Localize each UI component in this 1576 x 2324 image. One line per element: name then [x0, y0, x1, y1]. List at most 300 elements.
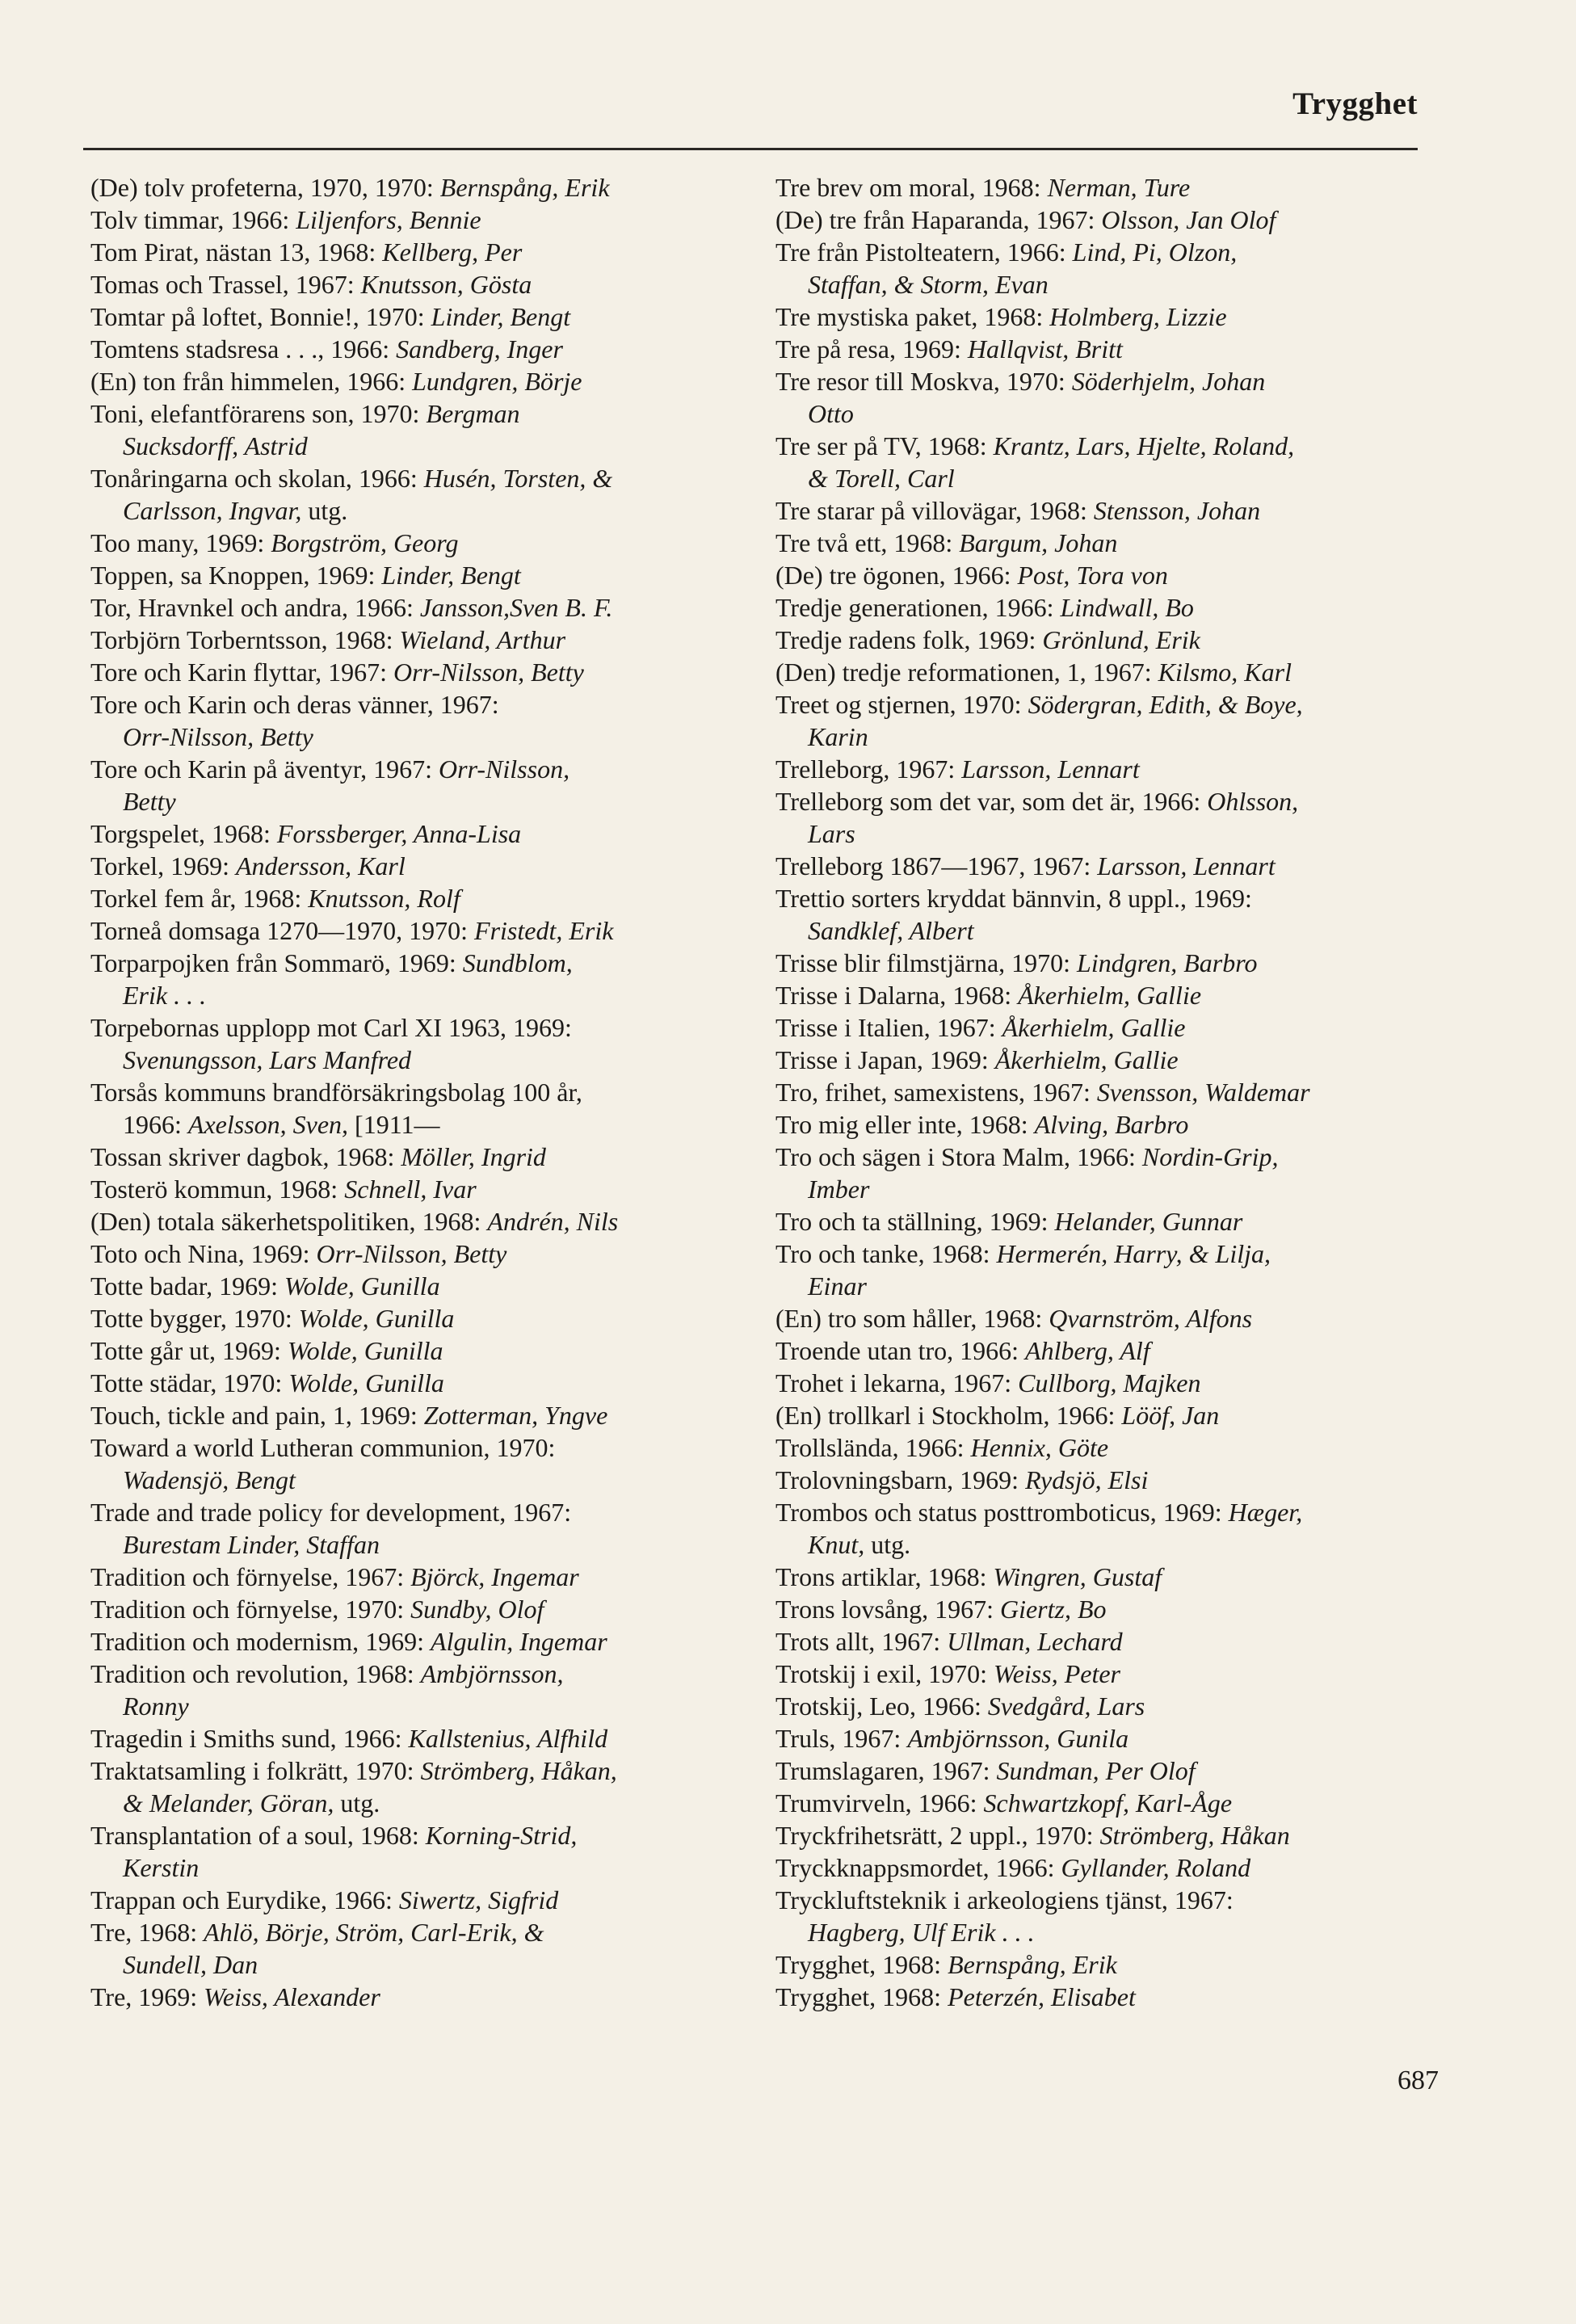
- index-entry: [90, 1076, 753, 1141]
- entry-line: [90, 237, 522, 267]
- entry-line: [775, 948, 1257, 977]
- entry-continuation-line: [90, 1108, 753, 1141]
- entry-suffix-text: utg.: [864, 1530, 911, 1559]
- index-entry: [90, 1011, 753, 1076]
- entry-title-text: Torgspelet, 1968:: [90, 819, 277, 848]
- entry-line: [90, 819, 521, 848]
- index-entry: [775, 1011, 1438, 1044]
- entry-author-text: Bergman: [426, 399, 520, 428]
- entry-title-text: Totte städar, 1970:: [90, 1368, 289, 1397]
- index-entry: [90, 1496, 753, 1561]
- index-entry: [90, 268, 753, 300]
- index-entry: [775, 1722, 1438, 1755]
- entry-author-text: Gyllander, Roland: [1061, 1853, 1251, 1882]
- entry-author-text: Sandberg, Inger: [396, 334, 563, 364]
- entry-title-text: Trotskij i exil, 1970:: [775, 1659, 994, 1688]
- entry-title-text: Trettio sorters kryddat bännvin, 8 uppl., 1969:: [775, 884, 1252, 913]
- entry-line: [775, 1142, 1279, 1171]
- entry-author-text: Svedgård, Lars: [987, 1692, 1145, 1721]
- header-rule: [83, 148, 1418, 150]
- entry-author-text: Krantz, Lars, Hjelte, Roland,: [993, 431, 1295, 460]
- index-entry: [90, 1981, 753, 2013]
- left-column: [90, 171, 753, 2013]
- index-entry: [90, 1884, 753, 1916]
- entry-author-text: Olsson, Jan Olof: [1101, 205, 1276, 234]
- index-entry: [90, 753, 753, 817]
- entry-line: [90, 302, 570, 331]
- entry-line: [775, 1659, 1120, 1688]
- entry-continuation-line: [90, 1464, 753, 1496]
- entry-title-text: Tre från Pistolteatern, 1966:: [775, 237, 1073, 267]
- index-entry: [775, 1658, 1438, 1690]
- entry-author-text: Sundblom,: [462, 948, 573, 977]
- entry-line: [775, 1336, 1150, 1365]
- entry-title-text: Tosterö kommun, 1968:: [90, 1175, 345, 1204]
- entry-author-text: Algulin, Ingemar: [431, 1627, 607, 1656]
- entry-title-text: Tore och Karin och deras vänner, 1967:: [90, 690, 499, 719]
- entry-line: [90, 464, 612, 493]
- entry-title-text: Tolv timmar, 1966:: [90, 205, 296, 234]
- entry-title-text: Trotskij, Leo, 1966:: [775, 1692, 988, 1721]
- entry-line: [775, 1562, 1162, 1591]
- index-entry: [90, 914, 753, 947]
- index-entry: [90, 236, 753, 268]
- entry-author-text: Kellberg, Per: [382, 237, 523, 267]
- entry-title-text: Trumvirveln, 1966:: [775, 1788, 984, 1818]
- entry-author-text: Stensson, Johan: [1093, 496, 1261, 525]
- entry-author-text: Ronny: [123, 1692, 189, 1721]
- entry-line: [90, 916, 613, 945]
- index-entry: [90, 1302, 753, 1334]
- entry-title-text: Torneå domsaga 1270—1970, 1970:: [90, 916, 475, 945]
- entry-title-text: Tore och Karin flyttar, 1967:: [90, 658, 394, 687]
- entry-author-text: Wieland, Arthur: [399, 625, 566, 654]
- entry-title-text: 1966:: [123, 1110, 188, 1139]
- entry-title-text: Trade and trade policy for development, 1967:: [90, 1498, 572, 1527]
- entry-title-text: Toni, elefantförarens son, 1970:: [90, 399, 427, 428]
- entry-author-text: Wolde, Gunilla: [288, 1368, 444, 1397]
- entry-title-text: Tro och ta ställning, 1969:: [775, 1207, 1055, 1236]
- index-entry: [90, 656, 753, 688]
- entry-author-text: Hennix, Göte: [970, 1433, 1109, 1462]
- entry-title-text: Trygghet, 1968:: [775, 1982, 948, 2011]
- entry-author-text: Lindgren, Barbro: [1077, 948, 1258, 977]
- entry-line: [775, 205, 1276, 234]
- entry-line: [90, 658, 584, 687]
- entry-author-text: Weiss, Peter: [993, 1659, 1120, 1688]
- index-entry: [90, 527, 753, 559]
- index-entry: [775, 1593, 1438, 1625]
- index-entry: [90, 1658, 753, 1722]
- index-entry: [775, 656, 1438, 688]
- entry-title-text: Traktatsamling i folkrätt, 1970:: [90, 1756, 421, 1785]
- entry-title-text: Tomas och Trassel, 1967:: [90, 270, 361, 299]
- entry-line: [90, 1562, 579, 1591]
- entry-continuation-line: [90, 1690, 753, 1722]
- entry-line: [90, 1498, 571, 1527]
- index-entry: [90, 1141, 753, 1173]
- entry-line: [90, 884, 460, 913]
- index-entry: [775, 365, 1438, 430]
- entry-author-text: Wolde, Gunilla: [284, 1271, 440, 1301]
- entry-line: [90, 1142, 546, 1171]
- index-entry: [90, 333, 753, 365]
- entry-author-text: Svenungsson, Lars Manfred: [123, 1045, 412, 1074]
- index-entry: [775, 688, 1438, 753]
- entry-continuation-line: [775, 721, 1438, 753]
- entry-continuation-line: [90, 785, 753, 817]
- entry-author-text: Bernspång, Erik: [439, 173, 610, 202]
- entry-author-text: Post, Tora von: [1017, 561, 1168, 590]
- entry-suffix-text: utg.: [301, 496, 348, 525]
- entry-author-text: Nordin-Grip,: [1141, 1142, 1279, 1171]
- index-entry: [775, 1464, 1438, 1496]
- entry-line: [775, 981, 1201, 1010]
- entry-continuation-line: [90, 430, 753, 462]
- entry-author-text: Åkerhielm, Gallie: [1002, 1013, 1186, 1042]
- entry-suffix-text: utg.: [334, 1788, 380, 1818]
- entry-line: [90, 1821, 577, 1850]
- index-entry: [90, 688, 753, 753]
- index-entry: [775, 1205, 1438, 1238]
- entry-title-text: Trygghet, 1968:: [775, 1950, 948, 1979]
- entry-line: [90, 1175, 477, 1204]
- entry-title-text: Too many, 1969:: [90, 528, 271, 557]
- entry-line: [90, 1401, 607, 1430]
- entry-line: [90, 1239, 506, 1268]
- index-entry: [775, 171, 1438, 204]
- entry-title-text: Tre brev om moral, 1968:: [775, 173, 1048, 202]
- entry-title-text: Tore och Karin på äventyr, 1967:: [90, 754, 439, 784]
- entry-title-text: Tre, 1969:: [90, 1982, 204, 2011]
- entry-line: [90, 399, 520, 428]
- index-entry: [90, 204, 753, 236]
- index-entry: [90, 1722, 753, 1755]
- index-entry: [775, 979, 1438, 1011]
- entry-continuation-line: [90, 1787, 753, 1819]
- entry-line: [90, 1918, 544, 1947]
- index-entry: [90, 365, 753, 397]
- entry-title-text: (De) tre ögonen, 1966:: [775, 561, 1018, 590]
- entry-author-text: Ambjörnsson, Gunila: [907, 1724, 1129, 1753]
- entry-line: [775, 625, 1200, 654]
- entry-line: [775, 690, 1303, 719]
- entry-author-text: & Torell, Carl: [808, 464, 955, 493]
- entry-title-text: Tro och sägen i Stora Malm, 1966:: [775, 1142, 1142, 1171]
- entry-title-text: Treet og stjernen, 1970:: [775, 690, 1028, 719]
- entry-title-text: Tre, 1968:: [90, 1918, 204, 1947]
- entry-author-text: Knut,: [808, 1530, 865, 1559]
- entry-author-text: Linder, Bengt: [381, 561, 521, 590]
- entry-title-text: Trombos och status posttromboticus, 1969:: [775, 1498, 1229, 1527]
- index-entry: [90, 300, 753, 333]
- entry-author-text: Orr-Nilsson,: [439, 754, 570, 784]
- entry-author-text: Björck, Ingemar: [410, 1562, 579, 1591]
- entry-continuation-line: [775, 914, 1438, 947]
- index-entry: [90, 171, 753, 204]
- entry-suffix-text: [1911—: [348, 1110, 440, 1139]
- entry-line: [90, 1433, 555, 1462]
- entry-author-text: Larsson, Lennart: [1097, 851, 1276, 880]
- entry-author-text: Lundgren, Börje: [412, 367, 582, 396]
- entry-line: [90, 625, 565, 654]
- index-entry: [775, 1431, 1438, 1464]
- entry-author-text: Fristedt, Erik: [474, 916, 614, 945]
- entry-line: [775, 1756, 1196, 1785]
- index-entry: [90, 1270, 753, 1302]
- entry-title-text: Torbjörn Torberntsson, 1968:: [90, 625, 400, 654]
- entry-continuation-line: [90, 721, 753, 753]
- entry-title-text: Totte går ut, 1969:: [90, 1336, 288, 1365]
- index-entry: [90, 1431, 753, 1496]
- index-entry: [775, 1981, 1438, 2013]
- entry-line: [775, 1724, 1128, 1753]
- entry-line: [775, 754, 1140, 784]
- entry-author-text: Söderhjelm, Johan: [1071, 367, 1266, 396]
- entry-author-text: Åkerhielm, Gallie: [994, 1045, 1179, 1074]
- entry-author-text: Liljenfors, Bennie: [296, 205, 481, 234]
- entry-title-text: Troende utan tro, 1966:: [775, 1336, 1026, 1365]
- running-header: Trygghet: [1292, 86, 1418, 121]
- index-entry: [90, 1238, 753, 1270]
- entry-author-text: Borgström, Georg: [271, 528, 459, 557]
- entry-line: [90, 851, 406, 880]
- entry-title-text: Tradition och förnyelse, 1967:: [90, 1562, 411, 1591]
- entry-title-text: Truls, 1967:: [775, 1724, 908, 1753]
- entry-line: [775, 1692, 1145, 1721]
- entry-line: [775, 528, 1117, 557]
- entry-line: [775, 1465, 1148, 1494]
- index-entry: [775, 333, 1438, 365]
- entry-title-text: Toto och Nina, 1969:: [90, 1239, 317, 1268]
- entry-author-text: Erik . . .: [123, 981, 207, 1010]
- entry-author-text: Wingren, Gustaf: [993, 1562, 1162, 1591]
- entry-line: [90, 270, 532, 299]
- entry-title-text: Tom Pirat, nästan 13, 1968:: [90, 237, 383, 267]
- entry-author-text: Rydsjö, Elsi: [1025, 1465, 1149, 1494]
- entry-title-text: Tro och tanke, 1968:: [775, 1239, 997, 1268]
- index-entry: [775, 1948, 1438, 1981]
- index-entry: [775, 300, 1438, 333]
- entry-author-text: Schwartzkopf, Karl-Åge: [983, 1788, 1233, 1818]
- entry-title-text: Tryckfrihetsrätt, 2 uppl., 1970:: [775, 1821, 1100, 1850]
- entry-author-text: Hermerén, Harry, & Lilja,: [996, 1239, 1271, 1268]
- index-entry: [90, 1399, 753, 1431]
- entry-title-text: Trelleborg, 1967:: [775, 754, 962, 784]
- entry-line: [775, 1595, 1107, 1624]
- entry-title-text: Trelleborg som det var, som det är, 1966:: [775, 787, 1208, 816]
- entry-author-text: Ambjörnsson,: [420, 1659, 564, 1688]
- entry-author-text: Wolde, Gunilla: [298, 1304, 455, 1333]
- entry-author-text: Kerstin: [123, 1853, 200, 1882]
- index-entry: [775, 236, 1438, 300]
- entry-title-text: Tor, Hravnkel och andra, 1966:: [90, 593, 420, 622]
- entry-author-text: Södergran, Edith, & Boye,: [1028, 690, 1303, 719]
- entry-author-text: Sandklef, Albert: [808, 916, 974, 945]
- entry-title-text: Trons lovsång, 1967:: [775, 1595, 1000, 1624]
- index-entry: [90, 591, 753, 624]
- entry-author-text: Ullman, Lechard: [947, 1627, 1123, 1656]
- entry-author-text: Hagberg, Ulf Erik . . .: [808, 1918, 1035, 1947]
- entry-title-text: Trisse i Italien, 1967:: [775, 1013, 1002, 1042]
- entry-author-text: Ahlö, Börje, Ström, Carl-Erik, &: [204, 1918, 544, 1947]
- index-entry: [90, 462, 753, 527]
- entry-title-text: Tomtens stadsresa . . ., 1966:: [90, 334, 397, 364]
- entry-title-text: Tradition och förnyelse, 1970:: [90, 1595, 411, 1624]
- index-entry: [775, 1044, 1438, 1076]
- entry-author-text: Ahlberg, Alf: [1025, 1336, 1150, 1365]
- entry-line: [775, 1401, 1219, 1430]
- entry-title-text: Totte badar, 1969:: [90, 1271, 284, 1301]
- entry-line: [775, 1853, 1250, 1882]
- entry-author-text: Åkerhielm, Gallie: [1018, 981, 1202, 1010]
- entry-author-text: Zotterman, Yngve: [423, 1401, 608, 1430]
- entry-line: [775, 1788, 1232, 1818]
- entry-title-text: Toppen, sa Knoppen, 1969:: [90, 561, 382, 590]
- entry-line: [775, 1207, 1242, 1236]
- entry-author-text: Lars: [808, 819, 855, 848]
- entry-line: [775, 1304, 1252, 1333]
- entry-title-text: Tre två ett, 1968:: [775, 528, 960, 557]
- entry-title-text: Torpebornas upplopp mot Carl XI 1963, 1969:: [90, 1013, 572, 1042]
- entry-continuation-line: [90, 494, 753, 527]
- entry-line: [775, 1982, 1136, 2011]
- entry-line: [90, 1368, 444, 1397]
- index-entry: [90, 559, 753, 591]
- entry-author-text: Sundby, Olof: [410, 1595, 544, 1624]
- index-entry: [775, 527, 1438, 559]
- index-entry: [775, 1334, 1438, 1367]
- entry-line: [90, 1627, 607, 1656]
- entry-line: [90, 173, 610, 202]
- index-entry: [90, 1367, 753, 1399]
- entry-author-text: & Melander, Göran,: [123, 1788, 334, 1818]
- entry-line: [775, 884, 1252, 913]
- entry-author-text: Wadensjö, Bengt: [123, 1465, 296, 1494]
- index-entry: [90, 850, 753, 882]
- index-entry: [775, 1302, 1438, 1334]
- entry-author-text: Peterzén, Elisabet: [948, 1982, 1136, 2011]
- entry-title-text: Tro mig eller inte, 1968:: [775, 1110, 1035, 1139]
- entry-author-text: Knutsson, Rolf: [308, 884, 460, 913]
- entry-line: [90, 1885, 558, 1914]
- entry-author-text: Strömberg, Håkan,: [420, 1756, 617, 1785]
- entry-title-text: Torsås kommuns brandförsäkringsbolag 100 år,: [90, 1078, 582, 1107]
- entry-title-text: Trolovningsbarn, 1969:: [775, 1465, 1026, 1494]
- index-entry: [775, 1755, 1438, 1787]
- entry-title-text: Tryckknappsmordet, 1966:: [775, 1853, 1061, 1882]
- entry-title-text: Tradition och modernism, 1969:: [90, 1627, 431, 1656]
- entry-author-text: Knutsson, Gösta: [360, 270, 532, 299]
- index-entry: [775, 1561, 1438, 1593]
- entry-author-text: Siwertz, Sigfrid: [398, 1885, 559, 1914]
- index-entry: [775, 624, 1438, 656]
- entry-author-text: Korning-Strid,: [425, 1821, 578, 1850]
- entry-title-text: Tre resor till Moskva, 1970:: [775, 367, 1072, 396]
- entry-continuation-line: [775, 397, 1438, 430]
- entry-author-text: Hallqvist, Britt: [967, 334, 1123, 364]
- index-entry: [90, 1334, 753, 1367]
- entry-line: [90, 561, 521, 590]
- entry-line: [90, 1078, 582, 1107]
- entry-author-text: Weiss, Alexander: [204, 1982, 380, 2011]
- entry-line: [775, 1239, 1271, 1268]
- entry-author-text: Staffan, & Storm, Evan: [808, 270, 1049, 299]
- entry-line: [90, 1724, 607, 1753]
- entry-line: [90, 1336, 443, 1365]
- entry-author-text: Sucksdorff, Astrid: [123, 431, 308, 460]
- entry-line: [90, 1013, 572, 1042]
- entry-continuation-line: [90, 1948, 753, 1981]
- index-entry: [775, 1238, 1438, 1302]
- entry-continuation-line: [775, 1270, 1438, 1302]
- entry-author-text: Bernspång, Erik: [948, 1950, 1117, 1979]
- entry-author-text: Einar: [808, 1271, 867, 1301]
- entry-title-text: (De) tolv profeterna, 1970, 1970:: [90, 173, 440, 202]
- index-entry: [90, 397, 753, 462]
- entry-line: [775, 334, 1123, 364]
- index-entry: [775, 753, 1438, 785]
- entry-author-text: Orr-Nilsson, Betty: [123, 722, 313, 751]
- entry-author-text: Alving, Barbro: [1034, 1110, 1189, 1139]
- index-entry: [775, 204, 1438, 236]
- entry-continuation-line: [775, 1173, 1438, 1205]
- entry-title-text: Tre på resa, 1969:: [775, 334, 968, 364]
- entry-title-text: Tredje radens folk, 1969:: [775, 625, 1043, 654]
- entry-line: [90, 1271, 440, 1301]
- entry-line: [775, 1950, 1117, 1979]
- entry-line: [90, 593, 612, 622]
- entry-title-text: Tre mystiska paket, 1968:: [775, 302, 1050, 331]
- entry-line: [775, 561, 1168, 590]
- index-entry: [775, 1690, 1438, 1722]
- right-column: [775, 171, 1438, 2013]
- entry-title-text: Trots allt, 1967:: [775, 1627, 948, 1656]
- entry-line: [90, 1659, 563, 1688]
- entry-author-text: Husén, Torsten, &: [423, 464, 613, 493]
- entry-line: [90, 1304, 454, 1333]
- entry-author-text: Otto: [808, 399, 854, 428]
- index-entry: [775, 430, 1438, 494]
- entry-title-text: Tradition och revolution, 1968:: [90, 1659, 421, 1688]
- entry-author-text: Nerman, Ture: [1047, 173, 1191, 202]
- entry-author-text: Larsson, Lennart: [961, 754, 1140, 784]
- entry-title-text: Torparpojken från Sommarö, 1969:: [90, 948, 463, 977]
- entry-continuation-line: [775, 268, 1438, 300]
- entry-author-text: Helander, Gunnar: [1054, 1207, 1243, 1236]
- entry-title-text: Torkel, 1969:: [90, 851, 236, 880]
- entry-author-text: Kallstenius, Alfhild: [408, 1724, 608, 1753]
- index-entry: [775, 1108, 1438, 1141]
- entry-author-text: Orr-Nilsson, Betty: [316, 1239, 507, 1268]
- index-entry: [775, 591, 1438, 624]
- entry-title-text: Touch, tickle and pain, 1, 1969:: [90, 1401, 424, 1430]
- index-entry: [90, 624, 753, 656]
- entry-title-text: Torkel fem år, 1968:: [90, 884, 309, 913]
- entry-author-text: Lööf, Jan: [1121, 1401, 1220, 1430]
- entry-title-text: Trons artiklar, 1968:: [775, 1562, 994, 1591]
- entry-line: [775, 431, 1294, 460]
- entry-title-text: Trelleborg 1867—1967, 1967:: [775, 851, 1098, 880]
- entry-continuation-line: [90, 1044, 753, 1076]
- entry-line: [775, 1433, 1108, 1462]
- entry-title-text: Tonåringarna och skolan, 1966:: [90, 464, 424, 493]
- entry-title-text: Toward a world Lutheran communion, 1970:: [90, 1433, 556, 1462]
- entry-title-text: Totte bygger, 1970:: [90, 1304, 299, 1333]
- entry-line: [775, 1627, 1123, 1656]
- entry-line: [90, 1595, 544, 1624]
- entry-line: [775, 496, 1260, 525]
